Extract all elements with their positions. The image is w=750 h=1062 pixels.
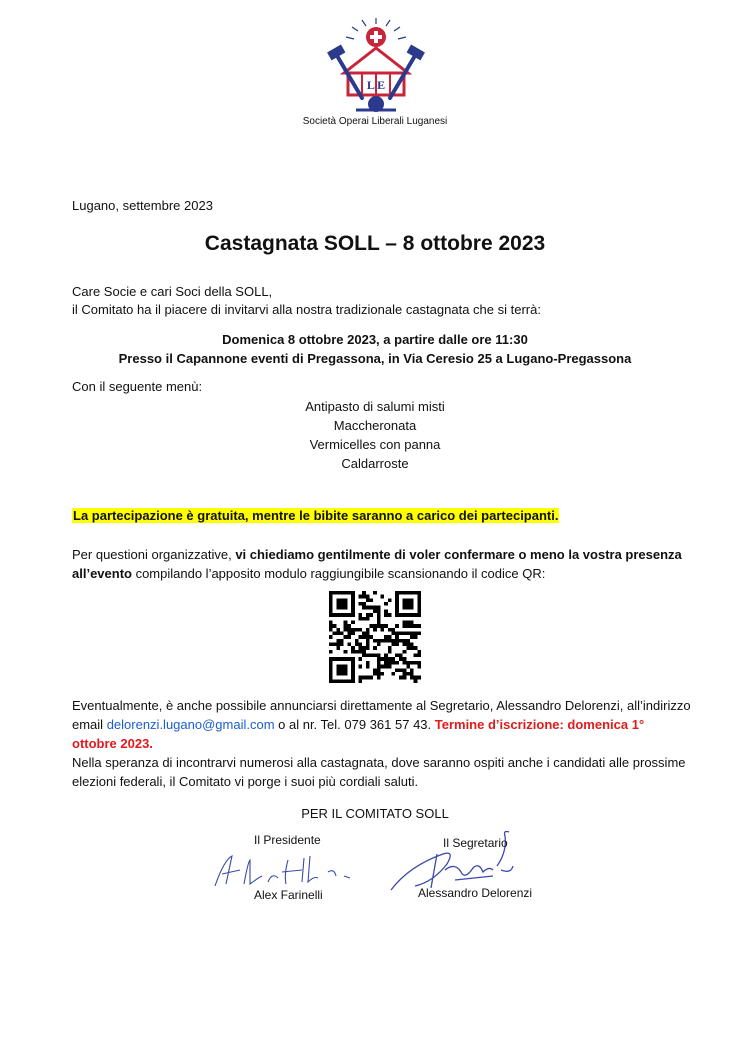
president-title: Il Presidente: [254, 833, 321, 847]
greeting-line: Care Socie e cari Soci della SOLL,: [72, 284, 273, 299]
menu-item: Antipasto di salumi misti: [305, 399, 445, 414]
contact-text: Eventualmente, è anche possibile annunciarsi direttamente al Segretario, Alessandro Delorenzi, all’indirizzo email: [72, 698, 691, 732]
farewell-text: Nella speranza di incontrarvi numerosi alla castagnata, dove saranno ospiti anche i candidati alle prossime elezioni federali, il Comitato vi porge i suoi più cordiali saluti.: [72, 755, 686, 789]
soll-emblem-icon: [322, 18, 430, 114]
paragraph-text: compilando l’apposito modulo raggiungibile scansionando il codice QR:: [131, 566, 546, 581]
participation-note: La partecipazione è gratuita, mentre le bibite saranno a carico dei partecipanti.: [73, 508, 559, 523]
paragraph-bold: vi chiediamo gentilmente di voler confermare o meno la vostra presenza all’evento: [72, 547, 682, 581]
menu-list: [0, 397, 750, 473]
event-when: Domenica 8 ottobre 2023, a partire dalle ore 11:30: [222, 332, 528, 347]
deadline-text: Termine d’iscrizione: domenica 1° ottobre 2023.: [72, 717, 645, 751]
registration-paragraph: [72, 545, 682, 583]
place-date: Lugano, settembre 2023: [72, 198, 213, 213]
president-signature: [210, 848, 360, 892]
contact-text: o al nr. Tel. 079 361 57 43.: [274, 717, 435, 732]
event-where: Presso il Capannone eventi di Pregassona, in Via Ceresio 25 a Lugano-Pregassona: [118, 351, 632, 366]
menu-item: Vermicelles con panna: [309, 437, 441, 452]
paragraph-text: Per questioni organizzative,: [72, 547, 236, 562]
event-details: [0, 330, 750, 368]
org-name: Società Operai Liberali Luganesi: [302, 116, 448, 127]
greeting: [72, 283, 541, 319]
page-title: Castagnata SOLL – 8 ottobre 2023: [204, 232, 546, 255]
president-name: Alex Farinelli: [254, 888, 323, 902]
qr-code-icon[interactable]: [329, 591, 421, 683]
secretary-title: Il Segretario: [443, 836, 508, 850]
svg-text:L E: L E: [366, 78, 386, 92]
menu-item: Caldarroste: [341, 456, 409, 471]
menu-item: Maccheronata: [333, 418, 417, 433]
menu-intro: Con il seguente menù:: [72, 379, 203, 394]
email-link[interactable]: delorenzi.lugano@gmail.com: [106, 717, 275, 732]
closing-line: PER IL COMITATO SOLL: [301, 806, 449, 821]
secretary-name: Alessandro Delorenzi: [418, 886, 533, 900]
greeting-line: il Comitato ha il piacere di invitarvi alla nostra tradizionale castagnata che si terrà:: [72, 302, 541, 317]
contact-paragraph: [72, 696, 692, 791]
